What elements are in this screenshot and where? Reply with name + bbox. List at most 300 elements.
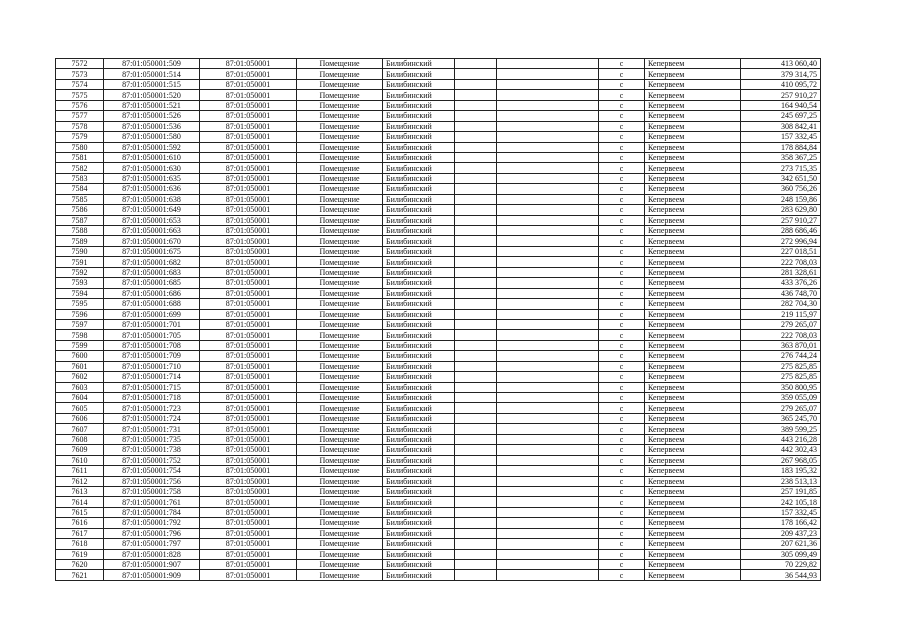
empty-cell	[455, 278, 497, 288]
empty-cell	[455, 152, 497, 162]
district-cell: Билибинский	[383, 163, 455, 173]
cadastral-block-cell: 87:01:050001	[200, 351, 297, 361]
settlement-name-cell: Кепервеем	[645, 518, 741, 528]
cadastral-block-cell: 87:01:050001	[200, 382, 297, 392]
cadastral-number-cell: 87:01:050001:683	[104, 267, 200, 277]
cadastral-value-cell: 413 060,40	[741, 59, 821, 69]
settlement-name-cell: Кепервеем	[645, 382, 741, 392]
district-cell: Билибинский	[383, 79, 455, 89]
settlement-type-cell: с	[599, 246, 645, 256]
settlement-name-cell: Кепервеем	[645, 539, 741, 549]
empty-cell	[497, 403, 599, 413]
object-type-cell: Помещение	[297, 184, 383, 194]
cadastral-number-cell: 87:01:050001:526	[104, 111, 200, 121]
empty-cell	[455, 299, 497, 309]
empty-cell	[455, 194, 497, 204]
settlement-name-cell: Кепервеем	[645, 246, 741, 256]
settlement-name-cell: Кепервеем	[645, 278, 741, 288]
empty-cell	[497, 393, 599, 403]
object-type-cell: Помещение	[297, 434, 383, 444]
settlement-name-cell: Кепервеем	[645, 69, 741, 79]
empty-cell	[497, 539, 599, 549]
cadastral-number-cell: 87:01:050001:610	[104, 152, 200, 162]
empty-cell	[455, 351, 497, 361]
row-number-cell: 7606	[56, 413, 104, 423]
cadastral-block-cell: 87:01:050001	[200, 267, 297, 277]
settlement-type-cell: с	[599, 205, 645, 215]
row-number-cell: 7607	[56, 424, 104, 434]
cadastral-value-cell: 360 756,26	[741, 184, 821, 194]
cadastral-block-cell: 87:01:050001	[200, 69, 297, 79]
settlement-type-cell: с	[599, 476, 645, 486]
settlement-name-cell: Кепервеем	[645, 90, 741, 100]
cadastral-block-cell: 87:01:050001	[200, 319, 297, 329]
settlement-type-cell: с	[599, 372, 645, 382]
district-cell: Билибинский	[383, 132, 455, 142]
settlement-name-cell: Кепервеем	[645, 507, 741, 517]
row-number-cell: 7590	[56, 246, 104, 256]
settlement-name-cell: Кепервеем	[645, 340, 741, 350]
row-number-cell: 7589	[56, 236, 104, 246]
cadastral-block-cell: 87:01:050001	[200, 215, 297, 225]
settlement-name-cell: Кепервеем	[645, 413, 741, 423]
settlement-name-cell: Кепервеем	[645, 309, 741, 319]
object-type-cell: Помещение	[297, 539, 383, 549]
cadastral-value-cell: 209 437,23	[741, 528, 821, 538]
cadastral-block-cell: 87:01:050001	[200, 236, 297, 246]
row-number-cell: 7580	[56, 142, 104, 152]
table-row	[56, 497, 821, 507]
cadastral-value-cell: 363 870,01	[741, 340, 821, 350]
cadastral-block-cell: 87:01:050001	[200, 570, 297, 580]
cadastral-number-cell: 87:01:050001:731	[104, 424, 200, 434]
cadastral-value-cell: 219 115,97	[741, 309, 821, 319]
empty-cell	[497, 497, 599, 507]
cadastral-block-cell: 87:01:050001	[200, 132, 297, 142]
cadastral-number-cell: 87:01:050001:735	[104, 434, 200, 444]
settlement-name-cell: Кепервеем	[645, 497, 741, 507]
row-number-cell: 7583	[56, 173, 104, 183]
settlement-type-cell: с	[599, 111, 645, 121]
cadastral-number-cell: 87:01:050001:638	[104, 194, 200, 204]
settlement-name-cell: Кепервеем	[645, 257, 741, 267]
settlement-name-cell: Кепервеем	[645, 194, 741, 204]
settlement-type-cell: с	[599, 539, 645, 549]
table-row	[56, 466, 821, 476]
settlement-name-cell: Кепервеем	[645, 476, 741, 486]
empty-cell	[497, 90, 599, 100]
cadastral-block-cell: 87:01:050001	[200, 497, 297, 507]
settlement-type-cell: с	[599, 299, 645, 309]
cadastral-value-cell: 222 708,03	[741, 257, 821, 267]
empty-cell	[497, 257, 599, 267]
settlement-name-cell: Кепервеем	[645, 434, 741, 444]
cadastral-value-cell: 238 513,13	[741, 476, 821, 486]
cadastral-block-cell: 87:01:050001	[200, 288, 297, 298]
object-type-cell: Помещение	[297, 393, 383, 403]
table-row	[56, 319, 821, 329]
empty-cell	[497, 340, 599, 350]
empty-cell	[497, 267, 599, 277]
cadastral-block-cell: 87:01:050001	[200, 549, 297, 559]
table-row	[56, 142, 821, 152]
empty-cell	[455, 528, 497, 538]
empty-cell	[497, 142, 599, 152]
row-number-cell: 7581	[56, 152, 104, 162]
cadastral-block-cell: 87:01:050001	[200, 194, 297, 204]
row-number-cell: 7613	[56, 486, 104, 496]
settlement-type-cell: с	[599, 278, 645, 288]
cadastral-block-cell: 87:01:050001	[200, 173, 297, 183]
cadastral-block-cell: 87:01:050001	[200, 434, 297, 444]
cadastral-value-cell: 157 332,45	[741, 132, 821, 142]
object-type-cell: Помещение	[297, 372, 383, 382]
empty-cell	[455, 434, 497, 444]
table-row	[56, 434, 821, 444]
settlement-type-cell: с	[599, 340, 645, 350]
cadastral-number-cell: 87:01:050001:796	[104, 528, 200, 538]
empty-cell	[455, 142, 497, 152]
district-cell: Билибинский	[383, 267, 455, 277]
object-type-cell: Помещение	[297, 278, 383, 288]
table-row	[56, 539, 821, 549]
row-number-cell: 7618	[56, 539, 104, 549]
empty-cell	[455, 466, 497, 476]
table-row	[56, 163, 821, 173]
settlement-name-cell: Кепервеем	[645, 79, 741, 89]
object-type-cell: Помещение	[297, 79, 383, 89]
settlement-type-cell: с	[599, 351, 645, 361]
object-type-cell: Помещение	[297, 466, 383, 476]
empty-cell	[455, 361, 497, 371]
district-cell: Билибинский	[383, 393, 455, 403]
cadastral-value-cell: 178 166,42	[741, 518, 821, 528]
cadastral-number-cell: 87:01:050001:718	[104, 393, 200, 403]
district-cell: Билибинский	[383, 205, 455, 215]
cadastral-number-cell: 87:01:050001:685	[104, 278, 200, 288]
empty-cell	[455, 518, 497, 528]
object-type-cell: Помещение	[297, 528, 383, 538]
table-row	[56, 79, 821, 89]
table-row	[56, 413, 821, 423]
cadastral-number-cell: 87:01:050001:580	[104, 132, 200, 142]
object-type-cell: Помещение	[297, 132, 383, 142]
settlement-type-cell: с	[599, 173, 645, 183]
row-number-cell: 7596	[56, 309, 104, 319]
empty-cell	[455, 340, 497, 350]
object-type-cell: Помещение	[297, 215, 383, 225]
settlement-type-cell: с	[599, 445, 645, 455]
empty-cell	[497, 100, 599, 110]
empty-cell	[497, 518, 599, 528]
cadastral-value-cell: 36 544,93	[741, 570, 821, 580]
district-cell: Билибинский	[383, 215, 455, 225]
table-row	[56, 424, 821, 434]
cadastral-value-cell: 350 800,95	[741, 382, 821, 392]
object-type-cell: Помещение	[297, 560, 383, 570]
cadastral-value-cell: 272 996,94	[741, 236, 821, 246]
empty-cell	[455, 226, 497, 236]
settlement-name-cell: Кепервеем	[645, 121, 741, 131]
district-cell: Билибинский	[383, 288, 455, 298]
settlement-name-cell: Кепервеем	[645, 361, 741, 371]
row-number-cell: 7573	[56, 69, 104, 79]
district-cell: Билибинский	[383, 403, 455, 413]
district-cell: Билибинский	[383, 434, 455, 444]
row-number-cell: 7615	[56, 507, 104, 517]
cadastral-value-cell: 183 195,32	[741, 466, 821, 476]
table-row	[56, 570, 821, 580]
cadastral-block-cell: 87:01:050001	[200, 142, 297, 152]
cadastral-value-cell: 242 105,18	[741, 497, 821, 507]
cadastral-value-cell: 358 367,25	[741, 152, 821, 162]
cadastral-value-cell: 222 708,03	[741, 330, 821, 340]
row-number-cell: 7619	[56, 549, 104, 559]
settlement-type-cell: с	[599, 497, 645, 507]
object-type-cell: Помещение	[297, 205, 383, 215]
settlement-type-cell: с	[599, 309, 645, 319]
row-number-cell: 7599	[56, 340, 104, 350]
empty-cell	[455, 246, 497, 256]
table-row	[56, 549, 821, 559]
cadastral-number-cell: 87:01:050001:714	[104, 372, 200, 382]
table-body	[56, 59, 821, 581]
cadastral-block-cell: 87:01:050001	[200, 330, 297, 340]
object-type-cell: Помещение	[297, 351, 383, 361]
cadastral-number-cell: 87:01:050001:709	[104, 351, 200, 361]
table-row	[56, 132, 821, 142]
row-number-cell: 7620	[56, 560, 104, 570]
settlement-name-cell: Кепервеем	[645, 267, 741, 277]
table-row	[56, 476, 821, 486]
settlement-type-cell: с	[599, 424, 645, 434]
empty-cell	[497, 372, 599, 382]
table-row	[56, 184, 821, 194]
empty-cell	[497, 278, 599, 288]
cadastral-block-cell: 87:01:050001	[200, 184, 297, 194]
cadastral-number-cell: 87:01:050001:675	[104, 246, 200, 256]
cadastral-value-cell: 279 265,07	[741, 403, 821, 413]
empty-cell	[455, 257, 497, 267]
empty-cell	[497, 434, 599, 444]
empty-cell	[497, 121, 599, 131]
settlement-type-cell: с	[599, 434, 645, 444]
row-number-cell: 7574	[56, 79, 104, 89]
object-type-cell: Помещение	[297, 403, 383, 413]
row-number-cell: 7602	[56, 372, 104, 382]
settlement-name-cell: Кепервеем	[645, 236, 741, 246]
row-number-cell: 7591	[56, 257, 104, 267]
empty-cell	[455, 309, 497, 319]
district-cell: Билибинский	[383, 257, 455, 267]
table-row	[56, 121, 821, 131]
district-cell: Билибинский	[383, 309, 455, 319]
object-type-cell: Помещение	[297, 246, 383, 256]
settlement-name-cell: Кепервеем	[645, 173, 741, 183]
district-cell: Билибинский	[383, 246, 455, 256]
empty-cell	[497, 111, 599, 121]
object-type-cell: Помещение	[297, 288, 383, 298]
row-number-cell: 7588	[56, 226, 104, 236]
cadastral-value-cell: 207 621,36	[741, 539, 821, 549]
empty-cell	[455, 59, 497, 69]
settlement-name-cell: Кепервеем	[645, 549, 741, 559]
settlement-type-cell: с	[599, 152, 645, 162]
cadastral-block-cell: 87:01:050001	[200, 121, 297, 131]
object-type-cell: Помещение	[297, 226, 383, 236]
cadastral-number-cell: 87:01:050001:688	[104, 299, 200, 309]
cadastral-block-cell: 87:01:050001	[200, 361, 297, 371]
cadastral-value-cell: 359 055,09	[741, 393, 821, 403]
settlement-type-cell: с	[599, 549, 645, 559]
cadastral-block-cell: 87:01:050001	[200, 507, 297, 517]
settlement-type-cell: с	[599, 132, 645, 142]
empty-cell	[497, 226, 599, 236]
object-type-cell: Помещение	[297, 507, 383, 517]
row-number-cell: 7608	[56, 434, 104, 444]
empty-cell	[497, 299, 599, 309]
empty-cell	[497, 132, 599, 142]
row-number-cell: 7582	[56, 163, 104, 173]
settlement-name-cell: Кепервеем	[645, 111, 741, 121]
empty-cell	[497, 246, 599, 256]
cadastral-number-cell: 87:01:050001:521	[104, 100, 200, 110]
settlement-type-cell: с	[599, 215, 645, 225]
empty-cell	[455, 382, 497, 392]
settlement-name-cell: Кепервеем	[645, 59, 741, 69]
empty-cell	[497, 152, 599, 162]
cadastral-block-cell: 87:01:050001	[200, 111, 297, 121]
cadastral-number-cell: 87:01:050001:756	[104, 476, 200, 486]
object-type-cell: Помещение	[297, 309, 383, 319]
district-cell: Билибинский	[383, 59, 455, 69]
table-row	[56, 486, 821, 496]
object-type-cell: Помещение	[297, 330, 383, 340]
empty-cell	[497, 455, 599, 465]
settlement-type-cell: с	[599, 142, 645, 152]
district-cell: Билибинский	[383, 382, 455, 392]
row-number-cell: 7593	[56, 278, 104, 288]
district-cell: Билибинский	[383, 497, 455, 507]
cadastral-number-cell: 87:01:050001:509	[104, 59, 200, 69]
empty-cell	[455, 267, 497, 277]
cadastral-block-cell: 87:01:050001	[200, 560, 297, 570]
table-row	[56, 152, 821, 162]
cadastral-block-cell: 87:01:050001	[200, 539, 297, 549]
cadastral-value-cell: 164 940,54	[741, 100, 821, 110]
cadastral-number-cell: 87:01:050001:592	[104, 142, 200, 152]
empty-cell	[455, 497, 497, 507]
empty-cell	[497, 549, 599, 559]
settlement-type-cell: с	[599, 528, 645, 538]
district-cell: Билибинский	[383, 424, 455, 434]
cadastral-value-cell: 248 159,86	[741, 194, 821, 204]
empty-cell	[455, 445, 497, 455]
empty-cell	[497, 309, 599, 319]
object-type-cell: Помещение	[297, 570, 383, 580]
settlement-type-cell: с	[599, 226, 645, 236]
empty-cell	[497, 330, 599, 340]
cadastral-value-cell: 288 686,46	[741, 226, 821, 236]
district-cell: Билибинский	[383, 528, 455, 538]
table-row	[56, 518, 821, 528]
cadastral-value-cell: 70 229,82	[741, 560, 821, 570]
row-number-cell: 7603	[56, 382, 104, 392]
empty-cell	[497, 163, 599, 173]
settlement-name-cell: Кепервеем	[645, 142, 741, 152]
empty-cell	[455, 372, 497, 382]
cadastral-number-cell: 87:01:050001:635	[104, 173, 200, 183]
empty-cell	[455, 236, 497, 246]
district-cell: Билибинский	[383, 299, 455, 309]
empty-cell	[455, 288, 497, 298]
row-number-cell: 7594	[56, 288, 104, 298]
district-cell: Билибинский	[383, 518, 455, 528]
cadastral-block-cell: 87:01:050001	[200, 100, 297, 110]
settlement-type-cell: с	[599, 393, 645, 403]
cadastral-number-cell: 87:01:050001:754	[104, 466, 200, 476]
settlement-type-cell: с	[599, 413, 645, 423]
table-row	[56, 445, 821, 455]
empty-cell	[455, 424, 497, 434]
table-row	[56, 111, 821, 121]
district-cell: Билибинский	[383, 142, 455, 152]
row-number-cell: 7610	[56, 455, 104, 465]
cadastral-value-cell: 443 216,28	[741, 434, 821, 444]
object-type-cell: Помещение	[297, 267, 383, 277]
cadastral-block-cell: 87:01:050001	[200, 90, 297, 100]
table-row	[56, 528, 821, 538]
row-number-cell: 7617	[56, 528, 104, 538]
cadastral-value-cell: 282 704,30	[741, 299, 821, 309]
settlement-type-cell: с	[599, 236, 645, 246]
cadastral-number-cell: 87:01:050001:670	[104, 236, 200, 246]
cadastral-value-cell: 273 715,35	[741, 163, 821, 173]
object-type-cell: Помещение	[297, 476, 383, 486]
object-type-cell: Помещение	[297, 549, 383, 559]
cadastral-value-cell: 365 245,70	[741, 413, 821, 423]
district-cell: Билибинский	[383, 236, 455, 246]
district-cell: Билибинский	[383, 69, 455, 79]
cadastral-number-cell: 87:01:050001:784	[104, 507, 200, 517]
row-number-cell: 7584	[56, 184, 104, 194]
cadastral-number-cell: 87:01:050001:738	[104, 445, 200, 455]
table-row	[56, 257, 821, 267]
object-type-cell: Помещение	[297, 299, 383, 309]
row-number-cell: 7609	[56, 445, 104, 455]
settlement-name-cell: Кепервеем	[645, 455, 741, 465]
row-number-cell: 7592	[56, 267, 104, 277]
empty-cell	[497, 288, 599, 298]
empty-cell	[455, 121, 497, 131]
row-number-cell: 7598	[56, 330, 104, 340]
empty-cell	[455, 393, 497, 403]
district-cell: Билибинский	[383, 152, 455, 162]
settlement-type-cell: с	[599, 69, 645, 79]
object-type-cell: Помещение	[297, 413, 383, 423]
empty-cell	[455, 132, 497, 142]
district-cell: Билибинский	[383, 319, 455, 329]
empty-cell	[497, 236, 599, 246]
cadastral-block-cell: 87:01:050001	[200, 340, 297, 350]
cadastral-block-cell: 87:01:050001	[200, 205, 297, 215]
empty-cell	[455, 79, 497, 89]
cadastral-number-cell: 87:01:050001:699	[104, 309, 200, 319]
cadastral-value-cell: 276 744,24	[741, 351, 821, 361]
empty-cell	[455, 319, 497, 329]
cadastral-value-cell: 257 910,27	[741, 215, 821, 225]
district-cell: Билибинский	[383, 455, 455, 465]
